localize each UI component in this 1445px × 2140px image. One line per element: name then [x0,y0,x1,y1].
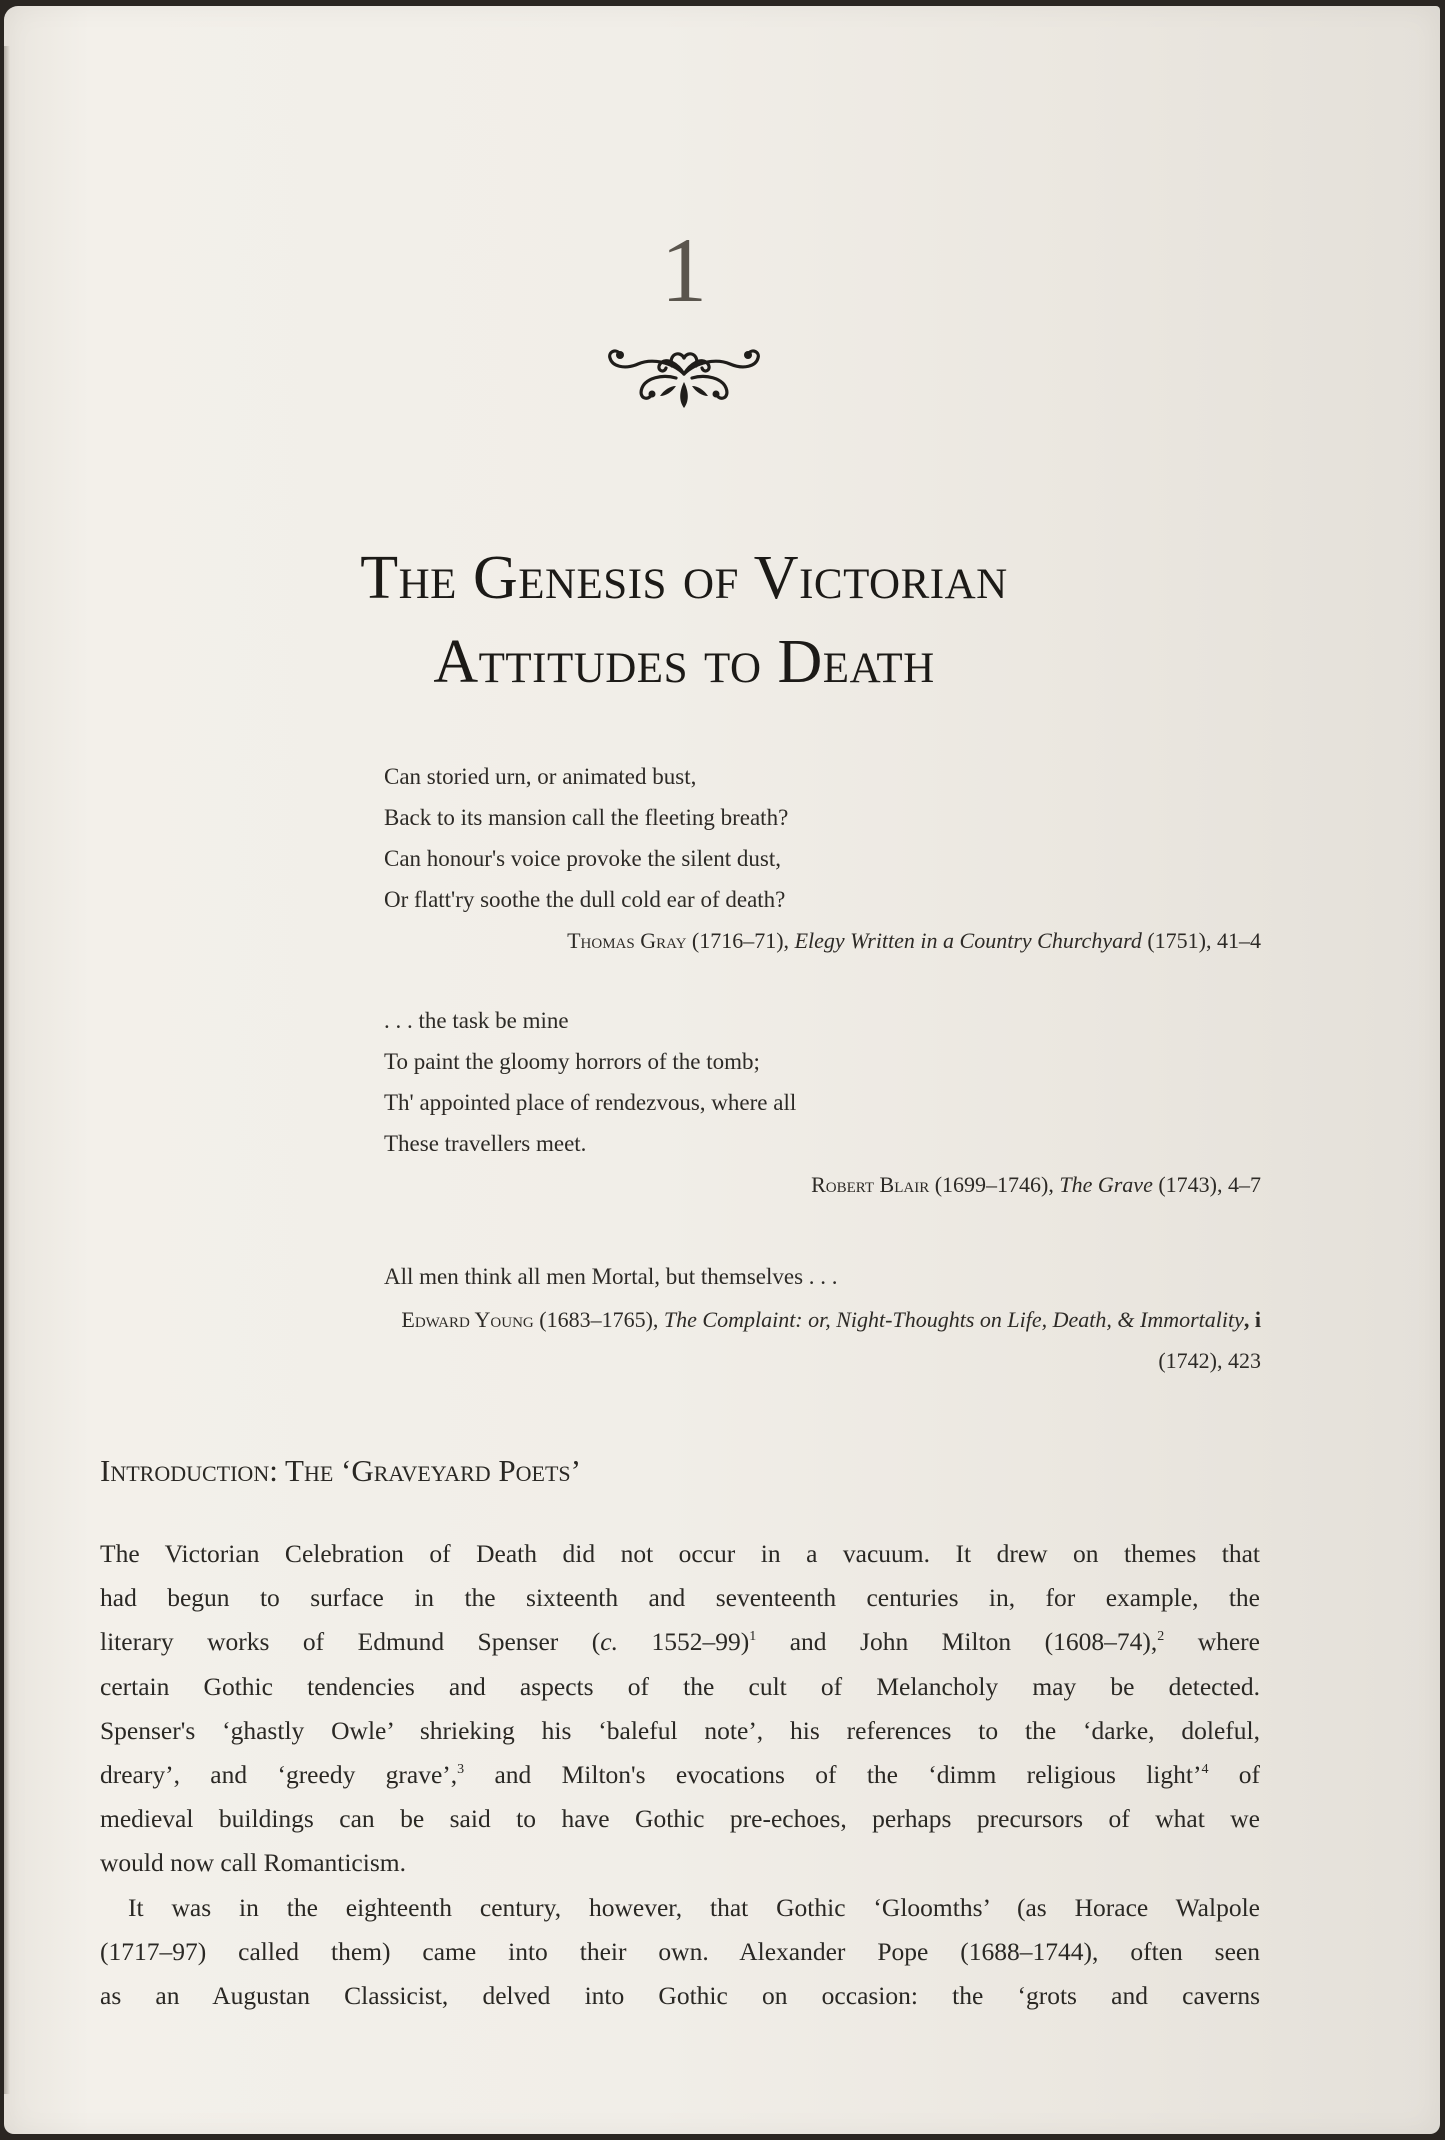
footnote-ref[interactable]: 4 [1201,1761,1209,1777]
epigraph-blair [384,1000,796,1164]
body-line: medieval buildings can be said to have Gothic pre-echoes, perhaps precursors of what we [100,1804,1260,1834]
attribution-ref-line-2: (1742), 423 [1158,1348,1261,1373]
attribution-ref: , i [1243,1307,1261,1332]
epigraph-line: Can honour's voice provoke the silent dust, [384,846,781,871]
chapter-title-line-2: Attitudes to Death [433,628,935,696]
chapter-title-line-1: The Genesis of Victorian [360,544,1008,612]
body-line: literary works of Edmund Spenser (c. 1552–99)$^1$ and John Milton (1608–74),$^2$ where [100,1627,1260,1657]
epigraph-line: All men think all men Mortal, but themselves . . . [384,1264,838,1289]
footnote-ref[interactable]: 2 [1157,1629,1165,1645]
epigraph-line: These travellers meet. [384,1131,587,1156]
body-line: would now call Romanticism. [100,1848,406,1878]
attribution-ref: (1751), 41–4 [1141,928,1261,953]
epigraph-attribution-young [401,1299,1261,1381]
book-page [4,6,1440,2134]
epigraph-gray [384,756,788,920]
footnote-ref[interactable]: 3 [457,1761,465,1777]
attribution-author: Edward Young [401,1307,534,1332]
page-edge-shadow [4,46,10,2094]
body-line: dreary’, and ‘greedy grave’,$^3$ and Milton's evocations of the ‘dimm religious light’$^4$ of [100,1759,1261,1789]
epigraph-attribution-gray [567,920,1261,961]
attribution-ref: (1743), 4–7 [1152,1172,1261,1197]
epigraph-line: Or flatt'ry soothe the dull cold ear of death? [384,887,786,912]
body-line: had begun to surface in the sixteenth and seventeenth centuries in, for example, the [100,1583,1260,1613]
chapter-number: 1 [661,219,707,321]
epigraph-line: Th' appointed place of rendezvous, where all [384,1090,797,1115]
epigraph-line: Back to its mansion call the fleeting breath? [384,805,789,830]
chapter-title [4,536,1364,704]
body-line: (1717–97) called them) came into their own. Alexander Pope (1688–1744), often seen [100,1937,1260,1967]
epigraph-line: . . . the task be mine [384,1008,569,1033]
attribution-dates: (1716–71), [686,928,795,953]
section-heading: Introduction: The ‘Graveyard Poets’ [100,1453,581,1488]
epigraph-attribution-blair [811,1164,1261,1205]
attribution-work: Elegy Written in a Country Churchyard [794,928,1142,953]
body-paragraph-2 [100,1886,1260,2019]
epigraph-line: Can storied urn, or animated bust, [384,764,697,789]
body-line: It was in the eighteenth century, however, that Gothic ‘Gloomths’ (as Horace Walpole [128,1893,1260,1922]
attribution-dates: (1699–1746), [929,1172,1060,1197]
epigraph-young [384,1256,838,1297]
flourish-ornament-icon [602,344,766,414]
footnote-ref[interactable]: 1 [749,1629,757,1645]
body-line: Spenser's ‘ghastly Owle’ shrieking his ‘baleful note’, his references to the ‘darke, doleful, [100,1715,1260,1745]
epigraph-line: To paint the gloomy horrors of the tomb; [384,1049,760,1074]
attribution-work: The Grave [1059,1172,1153,1197]
body-line: as an Augustan Classicist, delved into Gothic on occasion: the ‘grots and caverns [100,1981,1260,2011]
attribution-author: Thomas Gray [567,928,687,953]
attribution-author: Robert Blair [811,1172,930,1197]
body-line: certain Gothic tendencies and aspects of the cult of Melancholy may be detected. [100,1671,1260,1701]
attribution-work: The Complaint: or, Night-Thoughts on Life, Death, & Immortality [663,1307,1244,1332]
attribution-dates: (1683–1765), [533,1307,664,1332]
body-line: The Victorian Celebration of Death did not occur in a vacuum. It drew on themes that [100,1539,1260,1568]
body-paragraph-1 [100,1532,1260,1886]
